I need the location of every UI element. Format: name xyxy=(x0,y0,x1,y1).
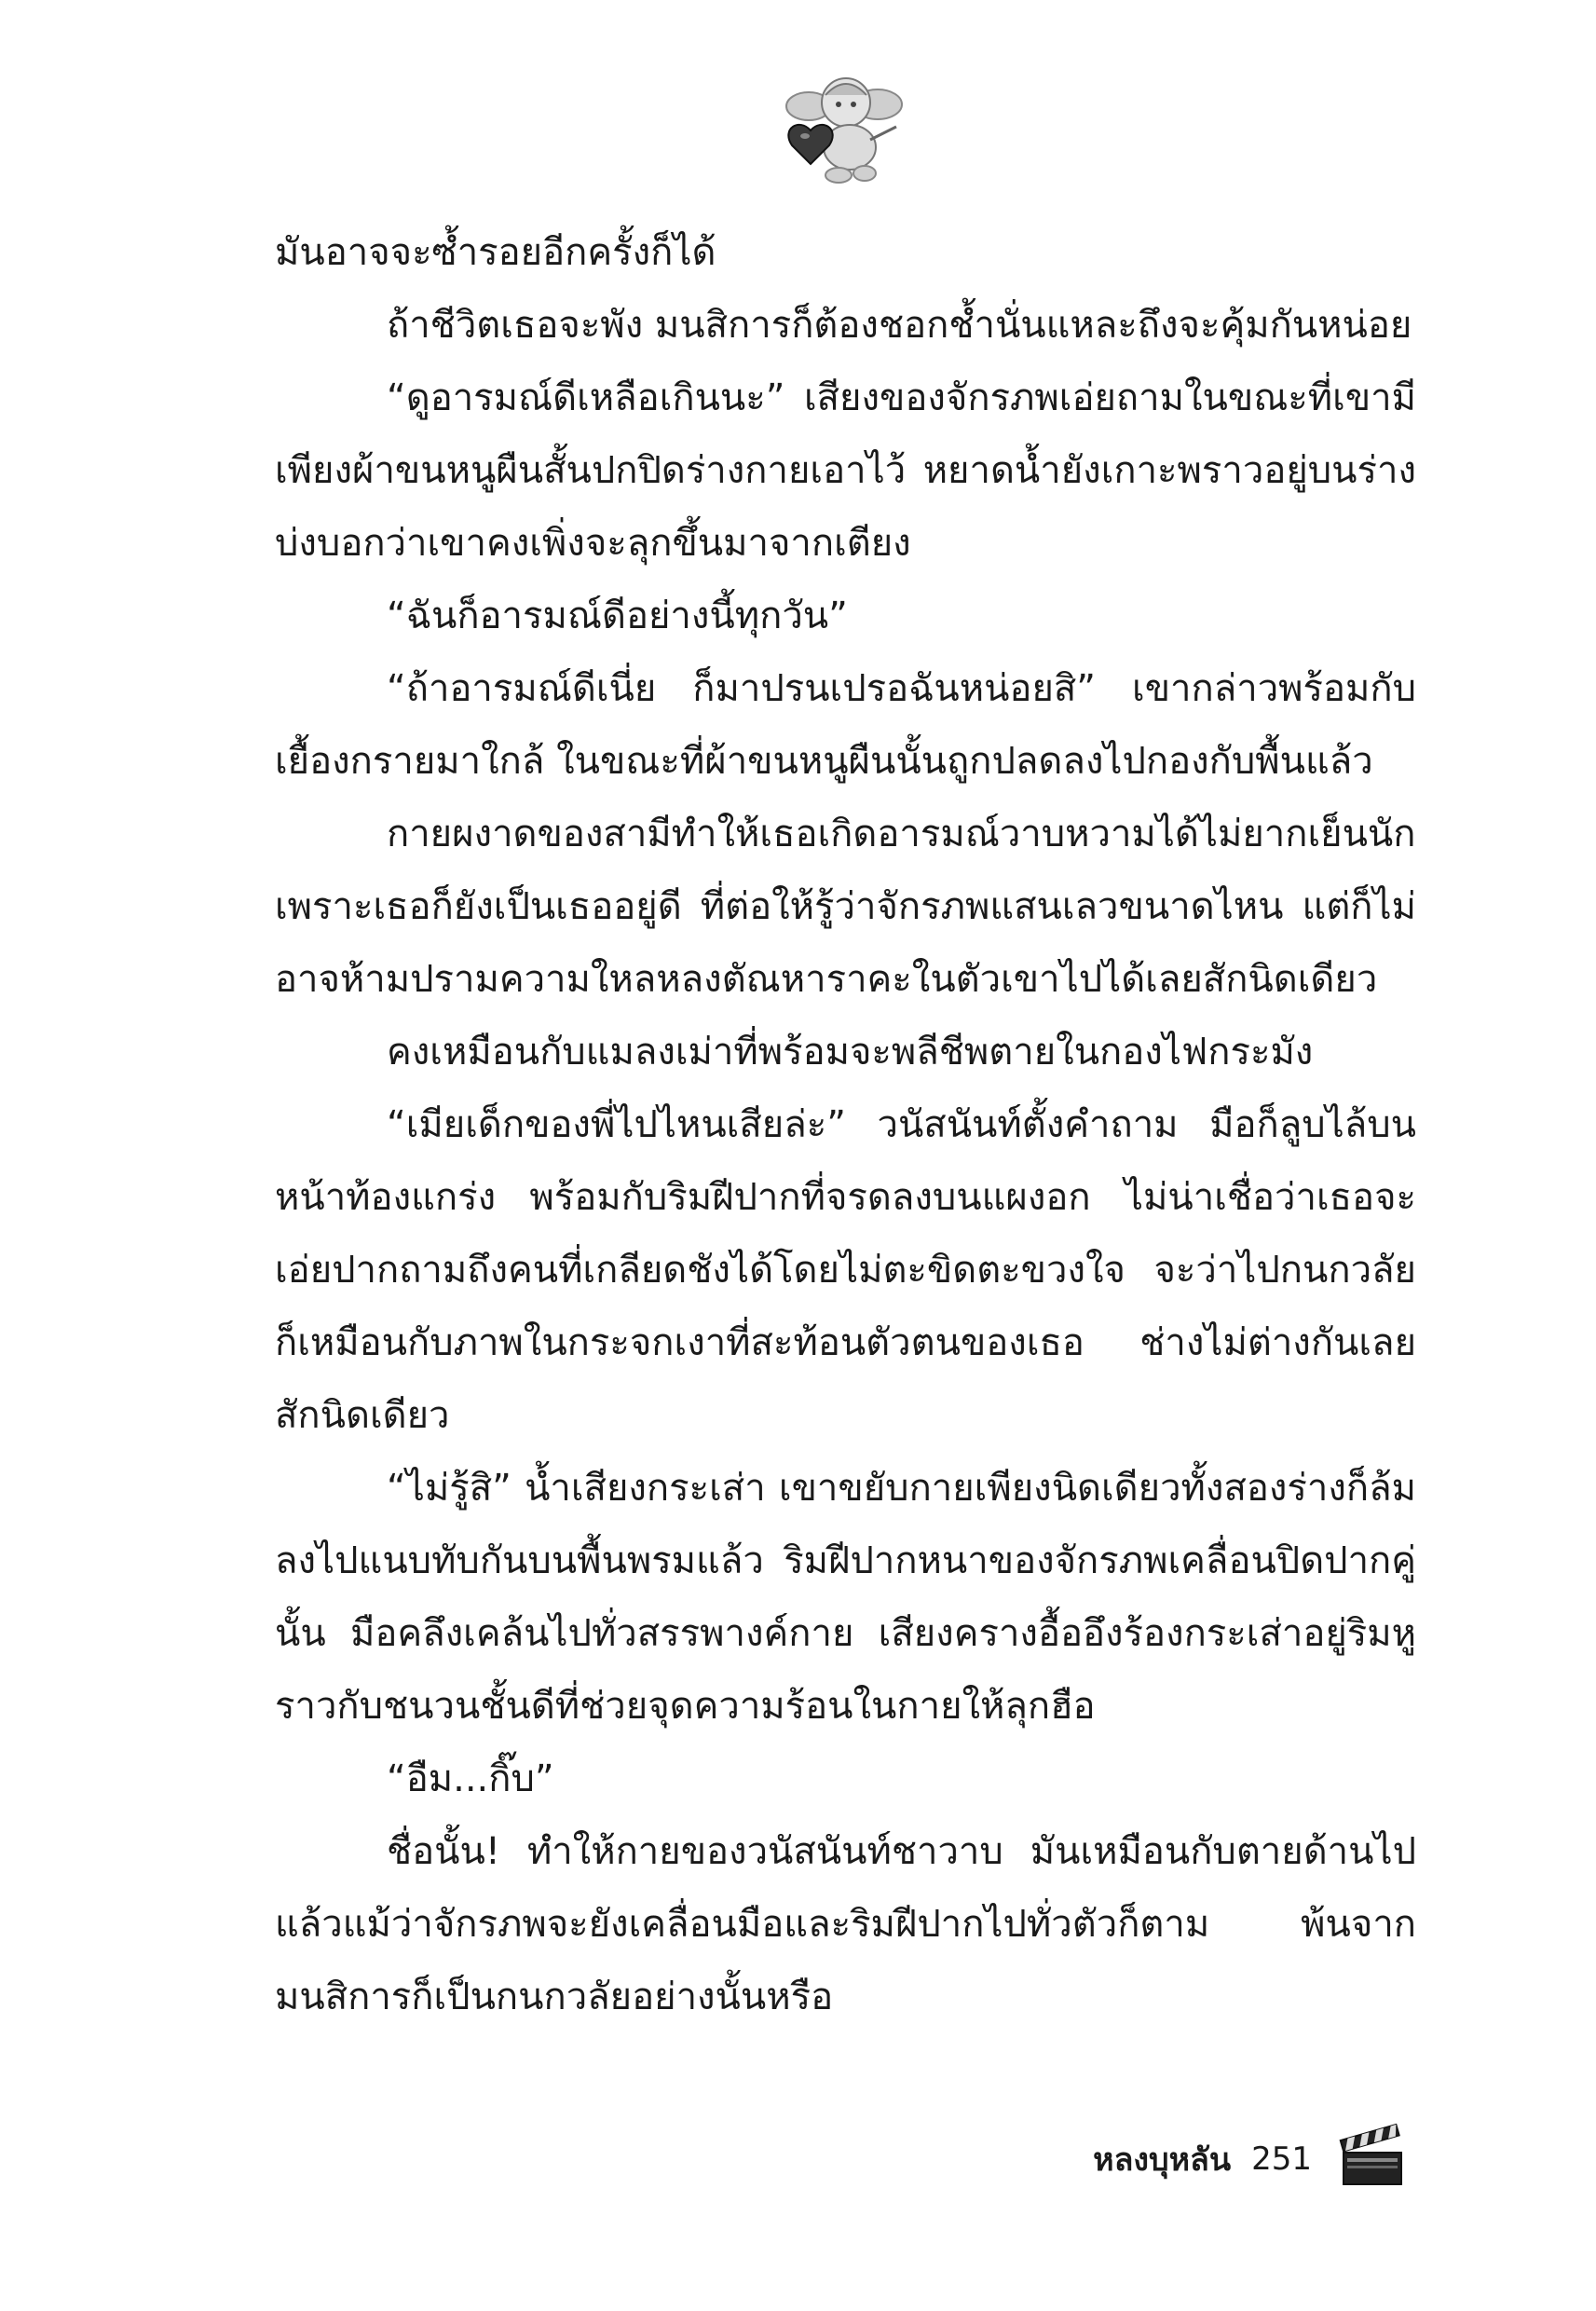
paragraph: ชื่อนั้น! ทำให้กายของวนัสนันท์ชาวาบ มันเหมือนกับตายด้านไปแล้วแม้ว่าจักรภพจะยังเคลื่อนมือและริมฝีปากไปทั่วตัวก็ตาม พ้นจากมนสิการก็เป็นกนกวลัยอย่างนั้นหรือ xyxy=(275,1830,1416,2018)
paragraph: “อืม...กิ๊บ” xyxy=(387,1757,554,1800)
paragraph: ถ้าชีวิตเธอจะพัง มนสิการก็ต้องชอกช้ำนั่นแหละถึงจะคุ้มกันหน่อย xyxy=(387,304,1412,347)
book-title: หลงบุหลัน xyxy=(1093,2141,1232,2179)
paragraph: “ถ้าอารมณ์ดีเนี่ย ก็มาปรนเปรอฉันหน่อยสิ” เขากล่าวพร้อมกับเยื้องกรายมาใกล้ ในขณะที่ผ้าขนหนูผืนนั้นถูกปลดลงไปกองกับพื้นแล้ว xyxy=(275,667,1416,783)
paragraph: “ฉันก็อารมณ์ดีอย่างนี้ทุกวัน” xyxy=(387,595,848,637)
paragraph: กายผงาดของสามีทำให้เธอเกิดอารมณ์วาบหวามได้ไม่ยากเย็นนักเพราะเธอก็ยังเป็นเธออยู่ดี ที่ต่อให้รู้ว่าจักรภพแสนเลวขนาดไหน แต่ก็ไม่อาจห้ามปรามความใหลหลงตัณหาราคะในตัวเขาไปได้เลยสักนิดเดียว xyxy=(275,813,1416,1001)
page-body xyxy=(275,216,1416,2018)
clapperboard-icon xyxy=(1340,2130,1405,2188)
paragraph: มันอาจจะซ้ำรอยอีกครั้งก็ได้ xyxy=(275,231,716,274)
paragraph: “ไม่รู้สิ” น้ำเสียงกระเส่า เขาขยับกายเพียงนิดเดียวทั้งสองร่างก็ล้มลงไปแนบทับกันบนพื้นพรมแล้ว ริมฝีปากหนาของจักรภพเคลื่อนปิดปากคู่นั้น มือคลึงเคล้นไปทั่วสรรพางค์กาย เสียงครางอื้ออึงร้องกระเส่าอยู่ริมหูราวกับชนวนชั้นดีที่ช่วยจุดความร้อนในกายให้ลุกฮือ xyxy=(275,1467,1416,1728)
cupid-heart-ornament-icon xyxy=(773,67,913,188)
page-number: 251 xyxy=(1251,2140,1312,2178)
page-footer xyxy=(1093,2126,1405,2192)
paragraph: “เมียเด็กของพี่ไปไหนเสียล่ะ” วนัสนันท์ตั้งคำถาม มือก็ลูบไล้บนหน้าท้องแกร่ง พร้อมกับริมฝีปากที่จรดลงบนแผงอก ไม่น่าเชื่อว่าเธอจะเอ่ยปากถามถึงคนที่เกลียดชังได้โดยไม่ตะขิดตะขวงใจ จะว่าไปกนกวลัยก็เหมือนกับภาพในกระจกเงาที่สะท้อนตัวตนของเธอ ช่างไม่ต่างกันเลยสักนิดเดียว xyxy=(275,1103,1416,1437)
paragraph: คงเหมือนกับแมลงเม่าที่พร้อมจะพลีชีพตายในกองไฟกระมัง xyxy=(387,1031,1314,1073)
paragraph: “ดูอารมณ์ดีเหลือเกินนะ” เสียงของจักรภพเอ่ยถามในขณะที่เขามีเพียงผ้าขนหนูผืนสั้นปกปิดร่างกายเอาไว้ หยาดน้ำยังเกาะพราวอยู่บนร่างบ่งบอกว่าเขาคงเพิ่งจะลุกขึ้นมาจากเตียง xyxy=(275,376,1416,565)
